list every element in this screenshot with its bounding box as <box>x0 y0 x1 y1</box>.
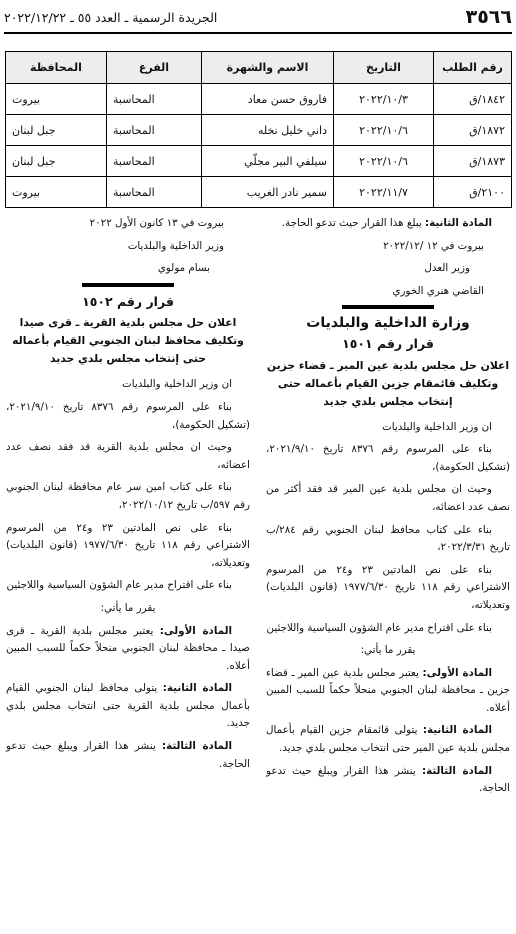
place-date: بيروت في ١٢ /٢٠٢٢/١٢ <box>383 239 484 252</box>
cell-date: ٢٠٢٢/١١/٧ <box>334 177 434 208</box>
col-header-request-no: رقم الطلب <box>434 52 512 84</box>
article-label: المادة الأولى: <box>422 666 492 679</box>
paragraph: بناء على كتاب محافظ لبنان الجنوبي رقم ٢٨٤/ب تاريخ ٢٠٢٢/٣/٣١، <box>266 523 510 554</box>
signer-name: القاضي هنري الخوري <box>392 284 484 297</box>
header-divider <box>4 32 512 34</box>
paragraph: بناء على نص المادتين ٢٣ و٢٤ من المرسوم الاشتراعي رقم ١١٨ تاريخ ١٩٧٧/٦/٣٠ (قانون البلديات) وتعديلاته، <box>266 563 510 611</box>
article-text: ينشر هذا القرار ويبلغ حيث تدعو الحاجة. <box>6 740 250 770</box>
cell-branch: المحاسبة <box>107 146 202 177</box>
col-header-branch: الفرع <box>107 52 202 84</box>
article-one <box>6 623 250 676</box>
page-header <box>4 6 512 28</box>
cell-request-no: ١٨٧٣/ق <box>434 146 512 177</box>
article-three <box>6 738 250 773</box>
cell-date: ٢٠٢٢/١٠/٦ <box>334 115 434 146</box>
table-row <box>6 177 512 208</box>
journal-title: الجريدة الرسمية ـ العدد ٥٥ ـ ٢٠٢٢/١٢/٢٢ <box>4 9 218 25</box>
ministry-heading: وزارة الداخلية والبلديات <box>306 315 470 332</box>
article-label: المادة الأولى: <box>159 624 232 637</box>
article-three <box>266 763 510 798</box>
table-row <box>6 146 512 177</box>
paragraph: وحيث ان مجلس بلدية القرية قد فقد نصف عدد اعضائه، <box>6 441 250 471</box>
article-label: المادة الثالثة: <box>161 740 232 753</box>
decision-number: قرار رقم ١٥٠٢ <box>82 293 174 309</box>
left-column <box>6 215 250 778</box>
cell-governorate: جبل لبنان <box>6 115 107 146</box>
article-text: يعتبر مجلس بلدية القرية ـ قرى صيدا ـ محافظة لبنان الجنوبي منحلاً حكماً للسبب المبين أعلاه. <box>6 624 250 672</box>
decides-line: يقرر ما يأتي: <box>360 644 416 657</box>
cell-name: داني خليل نخله <box>202 115 334 146</box>
cell-branch: المحاسبة <box>107 84 202 115</box>
col-header-governorate: المحافظة <box>6 52 107 84</box>
decision-number: قرار رقم ١٥٠١ <box>342 335 434 351</box>
right-column <box>266 215 510 803</box>
intro-line: ان وزير الداخلية والبلديات <box>382 420 492 433</box>
article-two <box>6 680 250 733</box>
decision-title: اعلان حل مجلس بلدية القرية ـ قرى صيدا وتكليف محافظ لبنان الجنوبي القيام بأعماله حتى إنتخاب مجلس بلدي جديد <box>12 316 244 366</box>
section-divider <box>82 283 174 287</box>
paragraph: بناء على كتاب امين سر عام محافظة لبنان الجنوبي رقم ٥٩٧/ب تاريخ ٢٠٢٢/١٠/١٢، <box>6 481 250 511</box>
paragraph: بناء على اقتراح مدير عام الشؤون السياسية واللاجئين <box>266 621 492 634</box>
cell-name: فاروق حسن معاد <box>202 84 334 115</box>
cell-request-no: ١٨٧٢/ق <box>434 115 512 146</box>
paragraph: وحيث ان مجلس بلدية عين المير قد فقد أكثر من نصف عدد اعضائه، <box>266 483 510 513</box>
cell-date: ٢٠٢٢/١٠/٣ <box>334 84 434 115</box>
article-label: المادة الثانية: <box>162 682 233 695</box>
place-date: بيروت في ١٣ كانون الأول ٢٠٢٢ <box>89 217 224 229</box>
article-text: يتولى قائمقام جزين القيام بأعمال مجلس بلدية عين المير حتى انتخاب مجلس بلدي جديد. <box>266 724 510 755</box>
table-row <box>6 115 512 146</box>
decision-title: اعلان حل مجلس بلدية عين المير ـ قضاء جزين وتكليف قائمقام جزين القيام بأعماله حتى إنتخاب مجلس بلدي جديد <box>266 358 510 408</box>
paragraph: بناء على نص المادتين ٢٣ و٢٤ من المرسوم الاشتراعي رقم ١١٨ تاريخ ١٩٧٧/٦/٣٠ (قانون البلديات) وتعديلاته، <box>6 521 250 569</box>
cell-governorate: جبل لبنان <box>6 146 107 177</box>
decides-line: يقرر ما يأتي: <box>100 601 156 614</box>
table-header-row <box>6 52 512 84</box>
cell-request-no: ١٨٤٢/ق <box>434 84 512 115</box>
signer-title: وزير العدل <box>424 262 470 275</box>
cell-request-no: ٢١٠٠/ق <box>434 177 512 208</box>
paragraph: بناء على المرسوم رقم ٨٣٧٦ تاريخ ٢٠٢١/٩/١٠، (تشكيل الحكومة)، <box>6 400 250 431</box>
signer-title: وزير الداخلية والبلديات <box>127 239 224 252</box>
cell-branch: المحاسبة <box>107 115 202 146</box>
cell-date: ٢٠٢٢/١٠/٦ <box>334 146 434 177</box>
section-divider <box>342 305 434 309</box>
paragraph: بناء على المرسوم رقم ٨٣٧٦ تاريخ ٢٠٢١/٩/١٠، (تشكيل الحكومة)، <box>266 443 510 473</box>
cell-governorate: بيروت <box>6 84 107 115</box>
registration-table <box>5 51 512 208</box>
table-row <box>6 84 512 115</box>
article-text: يبلغ هذا القرار حيث تدعو الحاجة. <box>281 217 422 229</box>
article-two-prev <box>266 215 510 233</box>
cell-name: سمير نادر الغريب <box>202 177 334 208</box>
article-label: المادة الثالثة: <box>421 764 492 777</box>
col-header-name: الاسم والشهرة <box>202 52 334 84</box>
intro-line: ان وزير الداخلية والبلديات <box>122 378 232 391</box>
article-two <box>266 722 510 757</box>
cell-governorate: بيروت <box>6 177 107 208</box>
cell-branch: المحاسبة <box>107 177 202 208</box>
article-label: المادة الثانية: <box>422 724 492 737</box>
article-one <box>266 665 510 718</box>
paragraph: بناء على اقتراح مدير عام الشؤون السياسية واللاجئين <box>6 579 232 592</box>
col-header-date: التاريخ <box>334 52 434 84</box>
article-text: ينشر هذا القرار ويبلغ حيث تدعو الحاجة. <box>266 764 510 795</box>
article-label: المادة الثانية: <box>424 217 492 229</box>
article-text: يتولى محافظ لبنان الجنوبي القيام بأعمال مجلس بلدية القرية حتى انتخاب مجلس بلدي جديد. <box>6 682 250 730</box>
page-number: ٣٥٦٦ <box>465 6 512 28</box>
cell-name: سيلفي البير مجلّي <box>202 146 334 177</box>
article-text: يعتبر مجلس بلدية عين المير ـ قضاء جزين ـ محافظة لبنان الجنوبي منحلاً حكماً للسبب المبين أعلاه. <box>266 666 510 714</box>
signer-name: بسام مولوي <box>157 262 210 275</box>
